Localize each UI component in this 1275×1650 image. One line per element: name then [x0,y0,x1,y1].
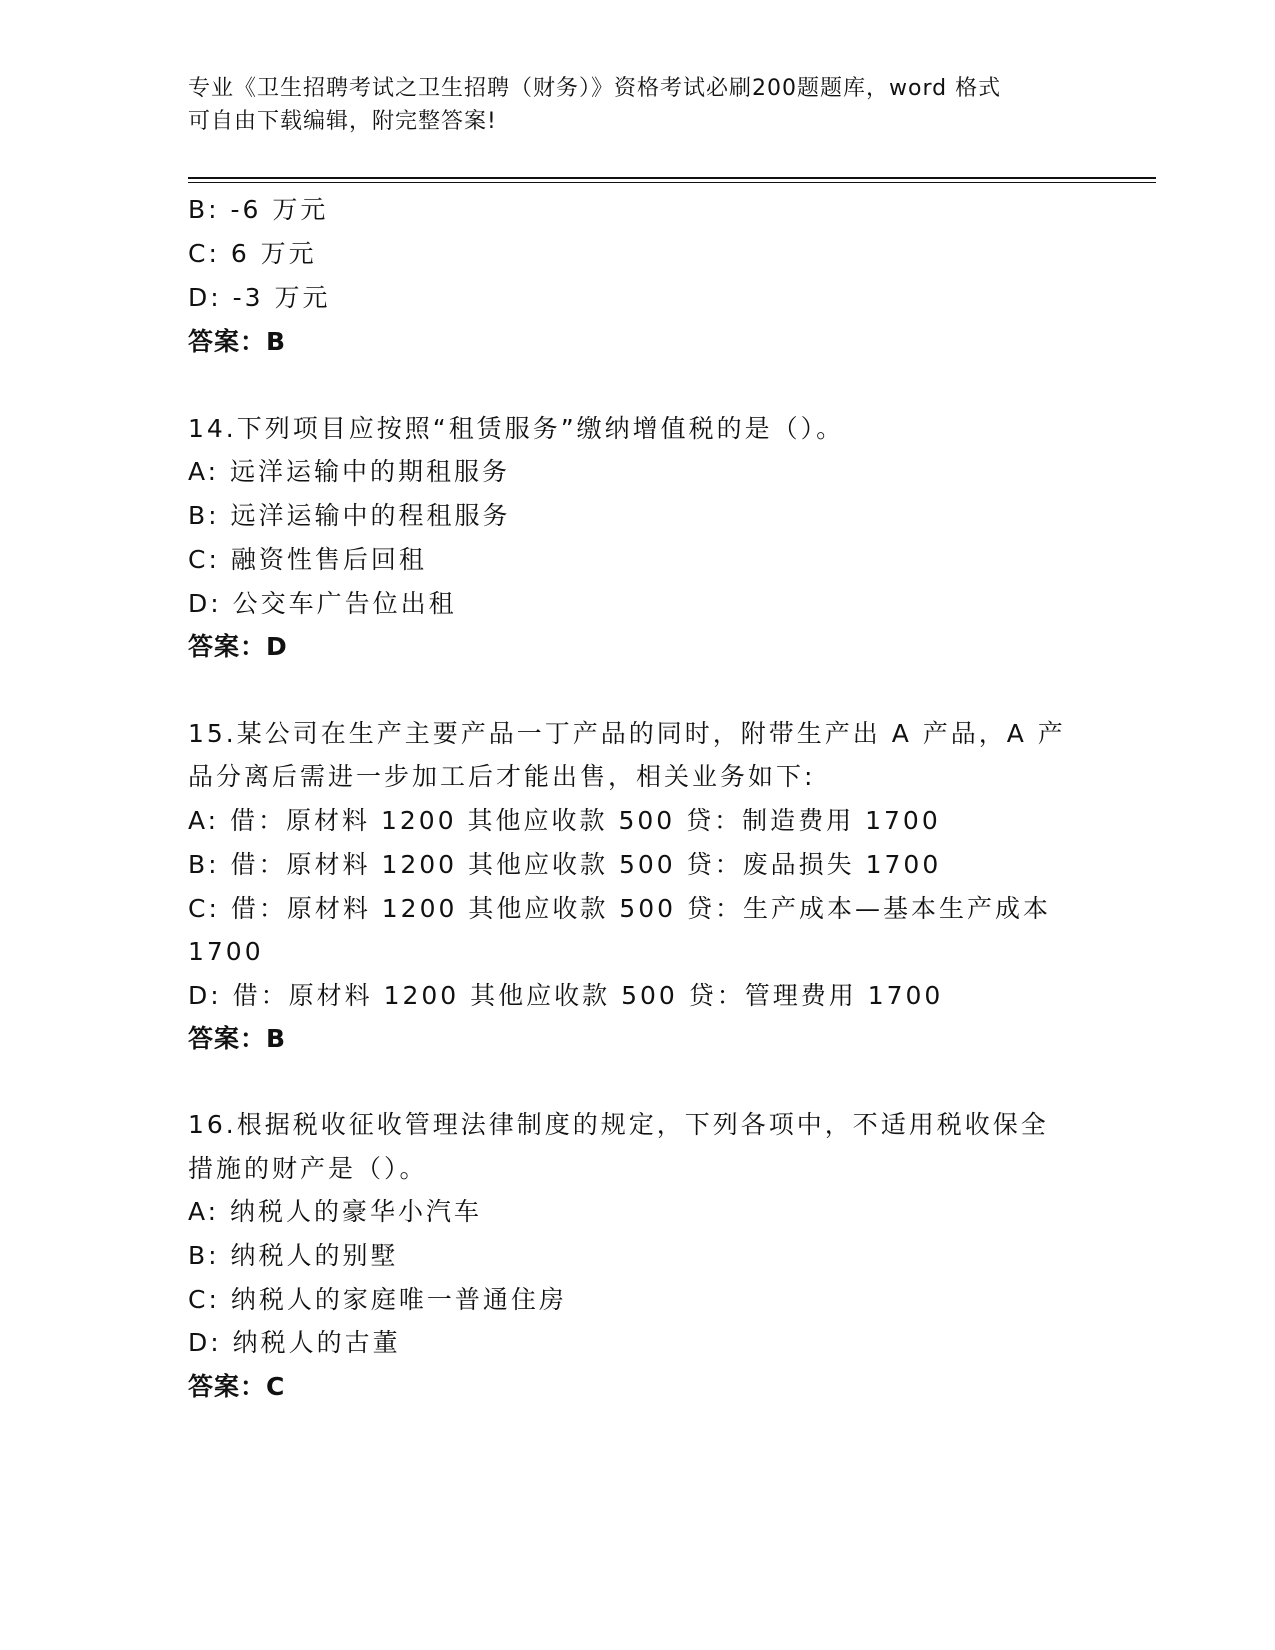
q15-option-c-line-1: C: 借：原材料 1200 其他应收款 500 贷：生产成本—基本生产成本 [188,894,1051,923]
q16-option-a: A: 纳税人的豪华小汽车 [188,1197,483,1226]
q16-question-line-1: 16.根据税收征收管理法律制度的规定，下列各项中，不适用税收保全 [188,1110,1049,1139]
q15-option-c-line-2: 1700 [188,937,264,966]
q15-question-line-2: 品分离后需进一步加工后才能出售，相关业务如下: [188,762,816,791]
q16-question-line-2: 措施的财产是（）。 [188,1154,428,1183]
q16-option-d: D: 纳税人的古董 [188,1328,401,1357]
q13-answer: 答案：B [188,327,287,356]
q13-option-d: D: -3 万元 [188,283,331,312]
q13-option-b: B: -6 万元 [188,195,329,224]
q14-answer: 答案：D [188,632,288,661]
document-header [188,72,1068,138]
q15-option-b: B: 借：原材料 1200 其他应收款 500 贷：废品损失 1700 [188,850,942,879]
q15-question-line-1: 15.某公司在生产主要产品一丁产品的同时，附带生产出 A 产品，A 产 [188,719,1066,748]
q15-option-d: D: 借：原材料 1200 其他应收款 500 贷：管理费用 1700 [188,981,944,1010]
header-line-2: 可自由下载编辑，附完整答案! [188,109,497,134]
q15-option-a: A: 借：原材料 1200 其他应收款 500 贷：制造费用 1700 [188,806,941,835]
q14-option-b: B: 远洋运输中的程租服务 [188,501,511,530]
q14-option-c: C: 融资性售后回租 [188,545,427,574]
q14-question: 14.下列项目应按照“租赁服务”缴纳增值税的是（）。 [188,414,845,443]
header-line-1: 专业《卫生招聘考试之卫生招聘（财务）》资格考试必刷200题题库，word 格式 [188,76,1002,101]
q13-option-c: C: 6 万元 [188,239,317,268]
header-divider-top [188,177,1156,179]
q16-answer: 答案：C [188,1372,286,1401]
header-divider-bottom [188,182,1156,183]
q16-option-c: C: 纳税人的家庭唯一普通住房 [188,1285,567,1314]
q15-answer: 答案：B [188,1024,287,1053]
q14-option-a: A: 远洋运输中的期租服务 [188,457,511,486]
q16-option-b: B: 纳税人的别墅 [188,1241,399,1270]
q14-option-d: D: 公交车广告位出租 [188,589,457,618]
